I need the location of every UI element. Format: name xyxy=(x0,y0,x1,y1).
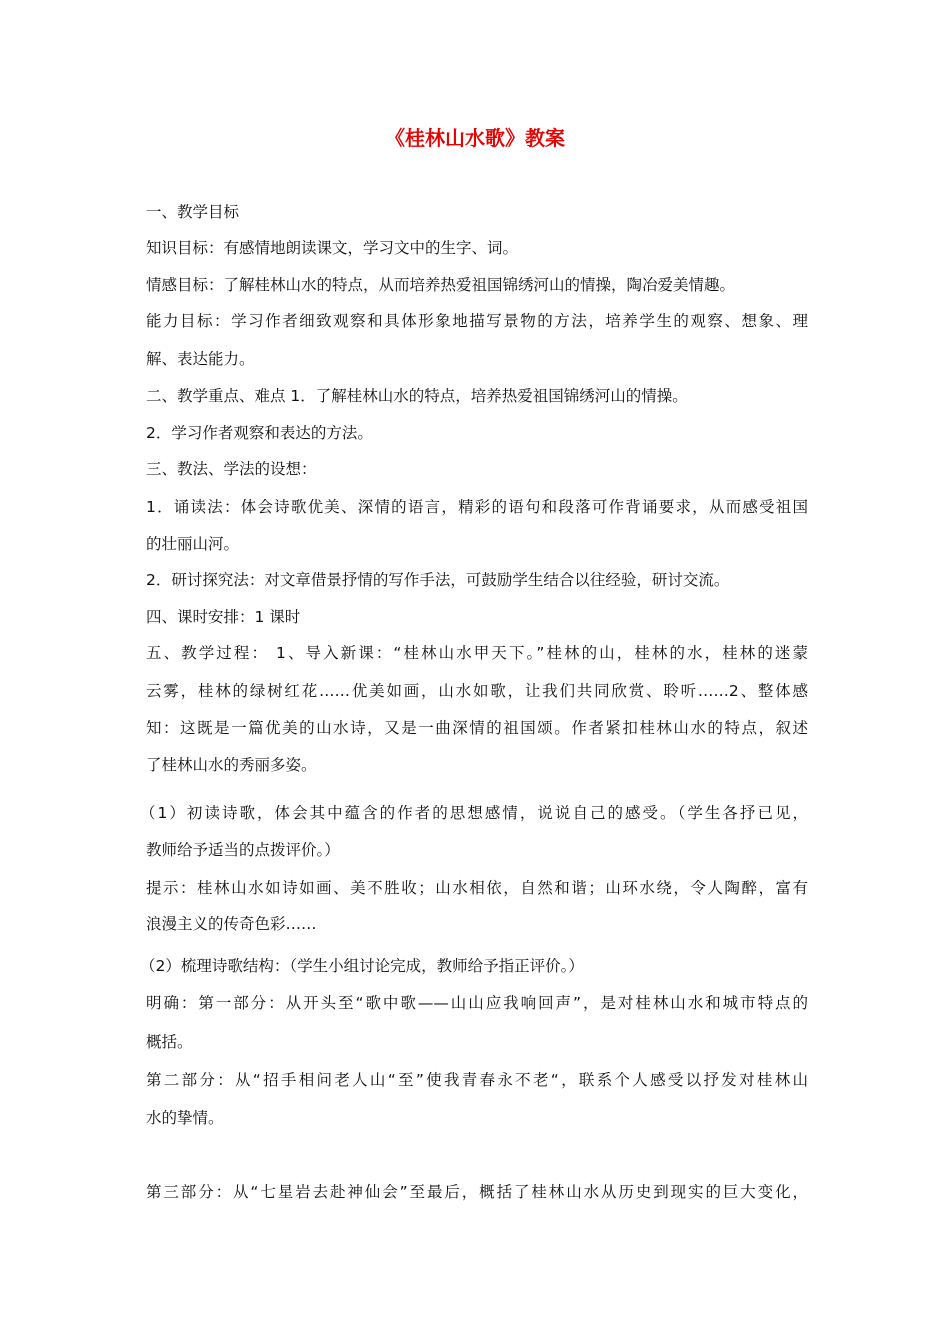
text-line: 浪漫主义的传奇色彩…… xyxy=(146,915,317,933)
text-line: 2．研讨探究法：对文章借景抒情的写作手法，可鼓励学生结合以往经验，研讨交流。 xyxy=(146,571,730,589)
section-heading: 四、课时安排：1 课时 xyxy=(146,608,301,626)
text-line: 的壮丽山河。 xyxy=(146,535,240,553)
text-line: 解、表达能力。 xyxy=(146,350,255,368)
text-line: （2）梳理诗歌结构：（学生小组讨论完成，教师给予指正评价。） xyxy=(140,957,584,975)
text-line: 云雾，桂林的绿树红花……优美如画，山水如歌，让我们共同欣赏、聆听……2、整体感 xyxy=(146,682,808,700)
text-line: 水的挚情。 xyxy=(146,1109,224,1127)
section-heading: 三、教法、学法的设想： xyxy=(146,460,317,478)
text-line: 1．诵读法：体会诗歌优美、深情的语言，精彩的语句和段落可作背诵要求，从而感受祖国 xyxy=(146,498,808,516)
text-line: 提示：桂林山水如诗如画、美不胜收；山水相依，自然和谐；山环水绕，令人陶醉，富有 xyxy=(146,879,808,897)
text-line: 概括。 xyxy=(146,1033,193,1051)
text-line: 2．学习作者观察和表达的方法。 xyxy=(146,424,373,442)
text-line: 第二部分：从“招手相问老人山“至”使我青春永不老“，联系个人感受以抒发对桂林山 xyxy=(146,1071,808,1089)
text-line: （1）初读诗歌，体会其中蕴含的作者的思想感情，说说自己的感受。（学生各抒已见， xyxy=(140,804,808,822)
text-line: 了桂林山水的秀丽多姿。 xyxy=(146,756,317,774)
section-heading: 二、教学重点、难点 1．了解桂林山水的特点，培养热爱祖国锦绣河山的情操。 xyxy=(146,387,688,405)
text-line: 情感目标：了解桂林山水的特点，从而培养热爱祖国锦绣河山的情操，陶冶爱美情趣。 xyxy=(146,276,736,294)
text-line: 教师给予适当的点拨评价。） xyxy=(146,841,340,859)
document-title: 《桂林山水歌》教案 xyxy=(385,126,565,150)
text-line: 第三部分：从“七星岩去赴神仙会”至最后，概括了桂林山水从历史到现实的巨大变化， xyxy=(146,1183,808,1201)
text-line: 能力目标：学习作者细致观察和具体形象地描写景物的方法，培养学生的观察、想象、理 xyxy=(146,312,808,330)
text-line: 知：这既是一篇优美的山水诗，又是一曲深情的祖国颂。作者紧扣桂林山水的特点，叙述 xyxy=(146,719,808,737)
section-heading: 一、教学目标 xyxy=(146,203,240,221)
section-heading: 五、教学过程： 1、导入新课：“桂林山水甲天下。”桂林的山，桂林的水，桂林的迷蒙 xyxy=(146,644,808,662)
text-line: 知识目标：有感情地朗读课文，学习文中的生字、词。 xyxy=(146,239,519,257)
text-line: 明确：第一部分：从开头至“歌中歌——山山应我响回声”，是对桂林山水和城市特点的 xyxy=(146,994,808,1012)
